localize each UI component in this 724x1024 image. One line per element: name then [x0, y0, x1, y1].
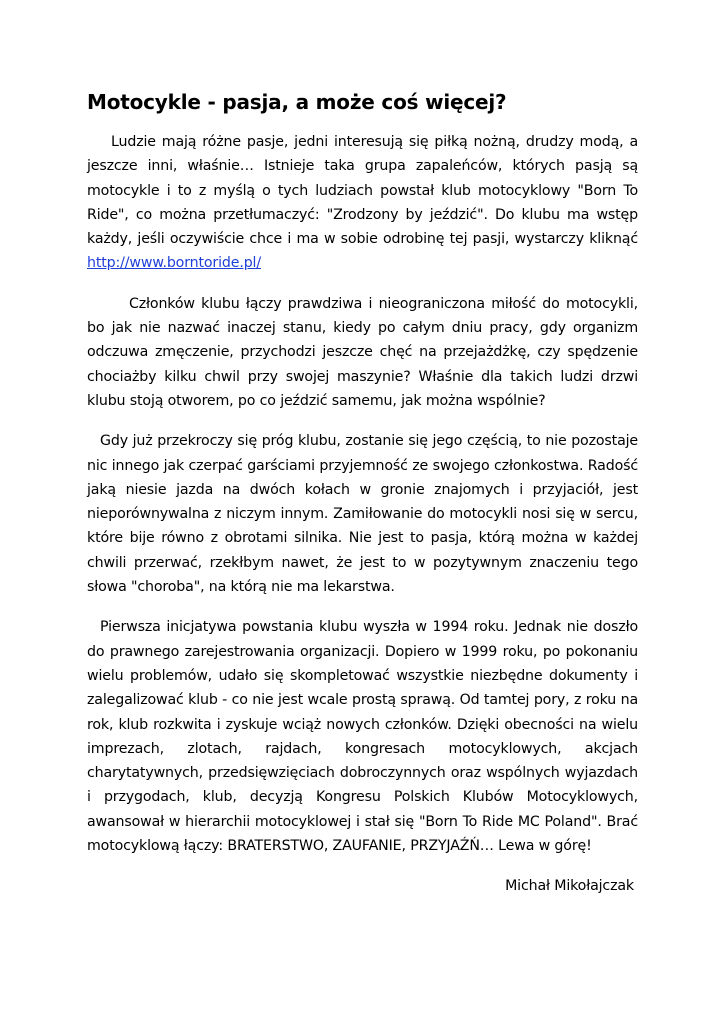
paragraph-3: Gdy już przekroczy się próg klubu, zostanie się jego częścią, to nie pozostaje nic innego jak czerpać garściami przyjemność ze swojego członkostwa. Radość jaką niesie jazda na dwóch kołach w gronie znajomych i przyjaciół, jest nieporównywalna z niczym innym. Zamiłowanie do motocykli nosi się w sercu, które bije równo z obrotami silnika. Nie jest to pasja, którą można w każdej chwili przerwać, rzekłbym nawet, że jest to w pozytywnym znaczeniu tego słowa "choroba", na którą nie ma lekarstwa. [87, 433, 638, 596]
author-signature: Michał Mikołajczak [505, 878, 634, 895]
article-title: Motocykle - pasja, a może coś więcej? [87, 90, 507, 114]
document-page [87, 88, 638, 898]
paragraph-4: Pierwsza inicjatywa powstania klubu wyszła w 1994 roku. Jednak nie doszło do prawnego zarejestrowania organizacji. Dopiero w 1999 roku, po pokonaniu wielu problemów, udało się skompletować wszystkie niezbędne dokumenty i zalegalizować klub - co nie jest wcale prostą sprawą. Od tamtej pory, z roku na rok, klub rozkwita i zyskuje wciąż nowych członków. Dzięki obecności na wielu imprezach, zlotach, rajdach, kongresach motocyklowych, akcjach charytatywnych, przedsięwzięciach dobroczynnych oraz wspólnych wyjazdach i przygodach, klub, decyzją Kongresu Polskich Klubów Motocyklowych, awansował w hierarchii motocyklowej i stał się "Born To Ride MC Poland". Brać motocyklową łączy: BRATERSTWO, ZAUFANIE, PRZYJAŹŃ… Lewa w górę! [87, 619, 638, 855]
paragraph-2: Członków klubu łączy prawdziwa i nieograniczona miłość do motocykli, bo jak nie nazwać inaczej stanu, kiedy po całym dniu pracy, gdy organizm odczuwa zmęczenie, przychodzi jeszcze chęć na przejażdżkę, czy spędzenie chociażby kilku chwil przy swojej maszynie? Właśnie dla takich ludzi drzwi klubu stoją otworem, po co jeździć samemu, jak można wspólnie? [87, 295, 638, 409]
paragraph-1-text: Ludzie mają różne pasje, jedni interesują się piłką nożną, drudzy modą, a jeszcze inni, właśnie… Istnieje taka grupa zapaleńców, których pasją są motocykle i to z myślą o tych ludziach powstał klub motocyklowy "Born To Ride", co można przetłumaczyć: "Zrodzony by jeździć". Do klubu ma wstęp każdy, jeśli oczywiście chce i ma w sobie odrobinę tej pasji, wystarczy kliknąć [87, 134, 638, 248]
club-website-link[interactable]: http://www.borntoride.pl/ [87, 255, 261, 272]
paragraph-1 [87, 130, 638, 276]
